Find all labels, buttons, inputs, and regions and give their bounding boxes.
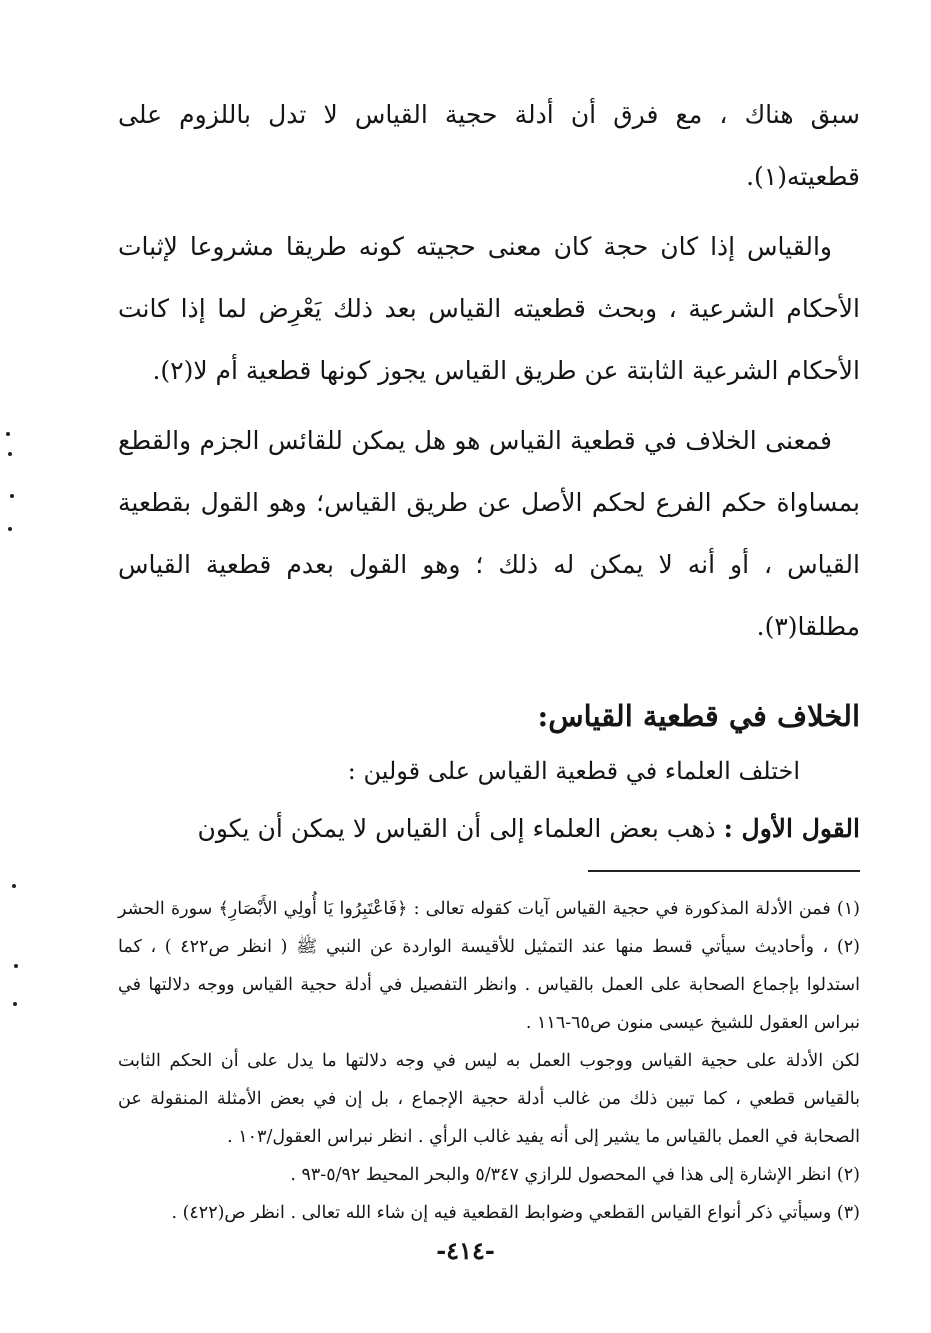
- footnote-separator: [588, 870, 860, 872]
- paragraph-1: سبق هناك ، مع فرق أن أدلة حجية القياس لا تدل باللزوم على قطعيته(١).: [118, 100, 860, 191]
- page-body: [118, 84, 860, 1232]
- scan-speck: [12, 884, 16, 888]
- scan-speck: [13, 1002, 17, 1006]
- first-opinion-label: القول الأول :: [723, 814, 860, 843]
- scan-speck: [10, 494, 14, 498]
- first-opinion-text: ذهب بعض العلماء إلى أن القياس لا يمكن أن يكون: [197, 814, 716, 843]
- paragraph-3: فمعنى الخلاف في قطعية القياس هو هل يمكن للقائس الجزم والقطع بمساواة حكم الفرع لحكم الأصل عن طريق القياس؛ وهو القول بقطعية القياس ، أو أنه لا يمكن له ذلك ؛ وهو القول بعدم قطعية القياس مطلقا(٣).: [118, 426, 860, 641]
- footnote-1-continued: لكن الأدلة على حجية القياس ووجوب العمل به ليس في وجه دلالتها ما يدل على أن الحكم الثابت بالقياس قطعي ، كما تبين ذلك من غالب أدلة حجية الإجماع ، بل إن في بعض الأمثلة المنقولة عن الصحابة في العمل بالقياس ما يشير إلى أنه يفيد غالب الرأي . انظر نبراس العقول/١٠٣ .: [118, 1051, 860, 1147]
- intro-line: اختلف العلماء في قطعية القياس على قولين :: [347, 757, 800, 785]
- scan-speck: [14, 964, 18, 968]
- paragraph-2: والقياس إذا كان حجة كان معنى حجيته كونه طريقا مشروعا لإثبات الأحكام الشرعية ، وبحث قطعيته القياس بعد ذلك يَعْرِض لما إذا كانت الأحكام الشرعية الثابتة عن طريق القياس يجوز كونها قطعية أم لا(٢).: [118, 232, 860, 385]
- footnote-1: (١) فمن الأدلة المذكورة في حجية القياس آيات كقوله تعالى : ﴿فَاعْتَبِرُوا يَا أُولِي الأَبْصَارِ﴾ سورة الحشر (٢) ، وأحاديث سيأتي قسط منها عند التمثيل للأقيسة الواردة عن النبي ﷺ ( انظر ص٤٢٢ ) ، كما استدلوا بإجماع الصحابة على العمل بالقياس . وانظر التفصيل في أدلة حجية القياس ووجه دلالتها في نبراس العقول للشيخ عيسى منون ص٦٥-١١٦ .: [118, 899, 860, 1033]
- footnote-2: (٢) انظر الإشارة إلى هذا في المحصول للرازي ٥/٣٤٧ والبحر المحيط ٥/٩٢-٩٣ .: [290, 1165, 860, 1185]
- first-opinion: [118, 798, 860, 860]
- scan-speck: [6, 432, 10, 436]
- scan-speck: [8, 527, 12, 531]
- section-heading: الخلاف في قطعية القياس:: [537, 699, 860, 733]
- page-number: -٤١٤-: [436, 1236, 495, 1265]
- scan-speck: [8, 452, 12, 456]
- footnote-3: (٣) وسيأتي ذكر أنواع القياس القطعي وضوابط القطعية فيه إن شاء الله تعالى . انظر ص(٤٢٢) .: [171, 1203, 860, 1223]
